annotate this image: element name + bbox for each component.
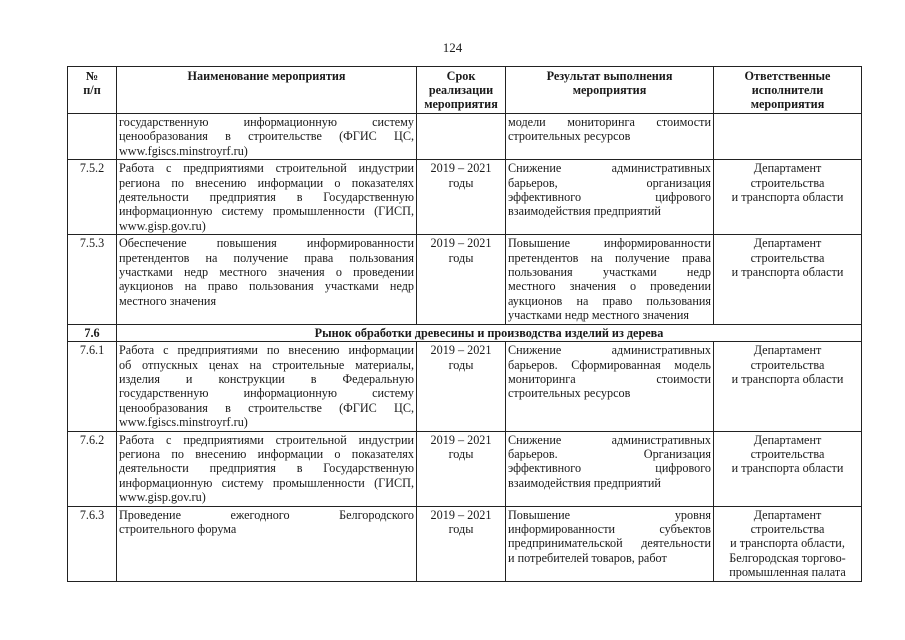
cell-line: Департамент строительства: [750, 236, 825, 265]
cell-line: Департамент строительства: [750, 161, 825, 190]
table-row: [68, 235, 862, 324]
page-number: 124: [442, 40, 463, 55]
table-row: [68, 160, 862, 235]
cell-line: информированности субъектов: [508, 521, 711, 536]
cell-line: государственную информационную систему: [119, 115, 414, 129]
cell-line: модели мониторинга стоимости: [508, 115, 711, 129]
table-row: [68, 431, 862, 506]
cell-line: региона по внесению информации о показателях: [119, 446, 414, 461]
cell-line: 2019 – 2021: [430, 507, 492, 522]
cell-line: Повышение уровня: [508, 507, 711, 522]
measure-name-cell: [117, 160, 417, 235]
term-cell: [417, 506, 506, 581]
header-resp: Ответственные исполнители мероприятия: [714, 67, 862, 114]
cell-line: барьеров. Сформированная модель: [508, 357, 711, 372]
cell-line: и потребителей товаров, работ: [508, 550, 667, 565]
cell-line: Снижение административных: [508, 343, 711, 358]
cell-line: годы: [448, 446, 474, 461]
cell-line: www.gisp.gov.ru): [119, 490, 206, 505]
measure-name-cell: [117, 431, 417, 506]
term-cell: [417, 235, 506, 324]
cell-line: претендентов на получение права: [508, 250, 711, 265]
cell-line: Белгородская торгово-: [729, 550, 846, 565]
term-cell: [417, 160, 506, 235]
cell-line: годы: [448, 250, 474, 265]
cell-line: годы: [448, 521, 474, 536]
cell-line: взаимодействия предприятий: [508, 475, 661, 490]
cell-line: строительного форума: [119, 521, 237, 536]
cell-line: Обеспечение повышения информированности: [119, 236, 414, 251]
row-number: 7.5.3: [68, 235, 117, 324]
cell-line: участками недр местного значения: [508, 308, 689, 323]
header-name: Наименование мероприятия: [117, 67, 417, 114]
cell-line: изделия и конструкции в Федеральную: [119, 371, 414, 386]
section-number: 7.6: [68, 324, 117, 341]
result-cell: [506, 342, 714, 431]
cell-line: региона по внесению информации о показателях: [119, 175, 414, 190]
cell-line: деятельности предприятия в Государственную: [119, 190, 414, 205]
result-cell: [506, 235, 714, 324]
responsible-cell: [714, 235, 862, 324]
cell-line: Проведение ежегодного Белгородского: [119, 507, 414, 522]
responsible-cell: [714, 342, 862, 431]
cell-line: пользования участками недр: [508, 265, 711, 280]
table-row: [68, 506, 862, 581]
result-cell: [506, 114, 714, 160]
header-term: Срок реализации мероприятия: [417, 67, 506, 114]
cell-line: Работа с предприятиями строительной индустрии: [119, 432, 414, 447]
cell-line: Снижение административных: [508, 161, 711, 176]
row-number: 7.6.1: [68, 342, 117, 431]
term-cell: [417, 114, 506, 160]
responsible-cell: [714, 431, 862, 506]
cell-line: информационную систему промышленности (ГИСП,: [119, 204, 414, 219]
cell-line: Департамент строительства: [750, 343, 825, 372]
cell-line: Снижение административных: [508, 432, 711, 447]
cell-line: участками недр местного значения о проведении: [119, 265, 414, 280]
result-cell: [506, 506, 714, 581]
cell-line: аукционов на право пользования: [508, 293, 711, 308]
cell-line: и транспорта области,: [730, 536, 845, 551]
cell-line: и транспорта области: [731, 265, 844, 280]
cell-line: строительных ресурсов: [508, 129, 631, 144]
cell-line: 2019 – 2021: [430, 236, 492, 251]
cell-line: Работа с предприятиями по внесению информации: [119, 343, 414, 358]
row-number: 7.6.3: [68, 506, 117, 581]
responsible-cell: [714, 506, 862, 581]
cell-line: и транспорта области: [731, 461, 844, 476]
row-number: 7.5.2: [68, 160, 117, 235]
measure-name-cell: [117, 506, 417, 581]
cell-line: мониторинга стоимости: [508, 371, 711, 386]
section-title: Рынок обработки древесины и производства изделий из дерева: [117, 324, 862, 341]
measure-name-cell: [117, 235, 417, 324]
result-cell: [506, 160, 714, 235]
cell-line: деятельности предприятия в Государственную: [119, 461, 414, 476]
cell-line: www.gisp.gov.ru): [119, 218, 206, 233]
header-result: Результат выполнения мероприятия: [506, 67, 714, 114]
cell-line: эффективного цифрового: [508, 190, 711, 205]
cell-line: и транспорта области: [731, 371, 844, 386]
cell-line: Работа с предприятиями строительной индустрии: [119, 161, 414, 176]
cell-line: годы: [448, 175, 474, 190]
cell-line: www.fgiscs.minstroyrf.ru): [119, 415, 248, 430]
cell-line: предпринимательской деятельности: [508, 536, 711, 551]
row-number: 7.6.2: [68, 431, 117, 506]
cell-line: барьеров, организация: [508, 175, 711, 190]
responsible-cell: [714, 114, 862, 160]
cell-line: местного значения: [119, 293, 217, 308]
cell-line: местного значения о проведении: [508, 279, 711, 294]
section-row: [68, 324, 862, 341]
table-row: [68, 114, 862, 160]
cell-line: строительных ресурсов: [508, 386, 631, 401]
table-header-row: [68, 67, 862, 114]
result-cell: [506, 431, 714, 506]
header-num: № п/п: [68, 67, 117, 114]
cell-line: промышленная палата: [729, 565, 846, 580]
cell-line: взаимодействия предприятий: [508, 204, 661, 219]
cell-line: ценообразования в строительстве (ФГИС ЦС,: [119, 400, 414, 415]
measure-name-cell: [117, 342, 417, 431]
cell-line: информационную систему промышленности (ГИСП,: [119, 475, 414, 490]
cell-line: ценообразования в строительстве (ФГИС ЦС,: [119, 129, 414, 144]
term-cell: [417, 431, 506, 506]
responsible-cell: [714, 160, 862, 235]
term-cell: [417, 342, 506, 431]
cell-line: барьеров. Организация: [508, 446, 711, 461]
measure-name-cell: [117, 114, 417, 160]
cell-line: эффективного цифрового: [508, 461, 711, 476]
cell-line: Департамент строительства: [750, 507, 825, 536]
cell-line: претендентов на получение права пользования: [119, 250, 414, 265]
measures-table: [67, 66, 862, 582]
cell-line: 2019 – 2021: [430, 161, 492, 176]
cell-line: и транспорта области: [731, 190, 844, 205]
cell-line: 2019 – 2021: [430, 343, 492, 358]
cell-line: 2019 – 2021: [430, 432, 492, 447]
cell-line: Повышение информированности: [508, 236, 711, 251]
cell-line: аукционов на право пользования участками недр: [119, 279, 414, 294]
cell-line: государственную информационную систему: [119, 386, 414, 401]
table-row: [68, 342, 862, 431]
cell-line: www.fgiscs.minstroyrf.ru): [119, 143, 248, 158]
row-number: [68, 114, 117, 160]
cell-line: годы: [448, 357, 474, 372]
cell-line: об отпускных ценах на строительные материалы,: [119, 357, 414, 372]
cell-line: Департамент строительства: [750, 432, 825, 461]
